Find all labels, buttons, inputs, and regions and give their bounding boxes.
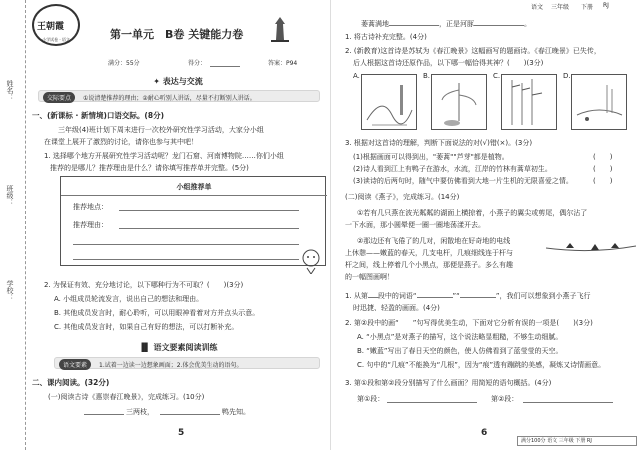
option-a-label: A. bbox=[353, 72, 360, 80]
tip-label: 交际要点 bbox=[43, 92, 75, 103]
tower-icon bbox=[268, 16, 292, 42]
q1-sub2-option-c: C. 其他成员发言时，如果自己有好的想法，可以打断补充。 bbox=[54, 323, 239, 331]
section1-star-icon: ✦ bbox=[153, 77, 163, 86]
section2-title bbox=[108, 342, 248, 353]
r-q2-option-b: B. “嫩蓝”写出了春日天空的颜色，使人仿佛看到了蓝莹莹的天空。 bbox=[357, 347, 563, 355]
word-blank-1[interactable] bbox=[417, 290, 453, 298]
r-q3-item3-paren[interactable]: ( ) bbox=[593, 177, 613, 185]
r-q3-item1-text: (1)根据画面可以得到出，"萎蒿""芦芽"都是植物。 bbox=[353, 153, 509, 161]
para-number-blank[interactable] bbox=[368, 290, 378, 298]
q1-sub2: 2. 为保证有效、充分地讨论，以下哪种行为不可取？( )(3分) bbox=[44, 281, 244, 289]
edition-tag: RJ bbox=[603, 2, 609, 9]
brand-logo bbox=[32, 4, 80, 46]
r-q1a: 1. 从第 bbox=[345, 292, 368, 300]
section2-bar-icon: ▐▌ bbox=[138, 343, 154, 352]
page-number-right: 6 bbox=[481, 428, 488, 438]
r-q3-item3 bbox=[353, 176, 633, 186]
term-tag: 下册 bbox=[581, 4, 594, 11]
poem-continuation bbox=[361, 18, 531, 29]
r-q1e: 时迅捷、轻盈的画面。(4分) bbox=[353, 304, 440, 312]
r-q3-item1-paren[interactable]: ( ) bbox=[593, 153, 613, 161]
r-q3-para2-label: 第②段： bbox=[491, 395, 519, 403]
r-q2: 2. 第②段中的画“ ”句写得优美生动，下面对它分析有误的一项是( )(3分) bbox=[345, 319, 593, 327]
section1-tip bbox=[38, 90, 320, 102]
q1-sub1-c: 推荐的是哪儿？推荐理由是什么？请你填写推荐单并完整。(5分) bbox=[50, 164, 249, 172]
option-d-image[interactable] bbox=[571, 74, 627, 130]
r-q1: 1. 将古诗补充完整。(4分) bbox=[345, 33, 427, 41]
para2-line4: 的一幅图画啊！ bbox=[345, 273, 394, 281]
score-label: 得分： bbox=[188, 60, 207, 67]
q1-sub1-a: 1. 选择哪个地方开展研究性学习活动呢？ bbox=[44, 152, 172, 160]
poem-blank-2[interactable] bbox=[160, 414, 220, 415]
para1-line2: 一下水面，那小圆晕便一圈一圈地荡漾开去。 bbox=[345, 221, 485, 229]
r-q3-para1-answer[interactable] bbox=[387, 402, 477, 403]
q1-text-line2: 在课堂上展开了激烈的讨论，请你也参与其中吧！ bbox=[44, 138, 198, 146]
r-q3-item2-paren[interactable]: ( ) bbox=[593, 165, 613, 173]
header-meta bbox=[331, 2, 639, 14]
poem-line2b: ，正是河豚 bbox=[439, 20, 474, 28]
q1-sub1-b: 龙门石窟、河南博物院……你们小组 bbox=[171, 152, 284, 160]
poem-line2a: 萎蒿满地 bbox=[361, 20, 389, 28]
section1-title-text: 表达与交流 bbox=[162, 77, 203, 86]
school-label: 学校： bbox=[6, 280, 14, 301]
place-answer-line[interactable] bbox=[119, 210, 299, 211]
page-title: 第一单元 B卷 关键能力卷 bbox=[110, 28, 244, 41]
section1-title bbox=[123, 76, 233, 87]
q1-sub1 bbox=[44, 151, 284, 161]
poem-line1a: 三两枝， bbox=[126, 408, 154, 416]
r-q1c: ”“ bbox=[452, 292, 460, 300]
binding-strip bbox=[0, 0, 26, 450]
r-q2-line2: 后人根据这首诗还原作品，以下哪一幅恰得其神？( )(3分) bbox=[353, 59, 544, 67]
r-q2-line1: 2. (新教育)这首诗是苏轼为《春江晚景》这幅画写的题画诗。《春江晚景》已失传， bbox=[345, 47, 601, 55]
q2-sub1: (一)阅读古诗《惠崇春江晚景》，完成练习。(10分) bbox=[48, 393, 205, 401]
table-row-reason-label: 推荐理由： bbox=[73, 221, 108, 229]
full-score: 满分：55分 bbox=[108, 60, 140, 67]
logo-text: 王朝霞 bbox=[37, 22, 65, 32]
r-q3-para2-answer[interactable] bbox=[523, 402, 613, 403]
r-q3-item2 bbox=[353, 164, 633, 174]
reason-answer-line1[interactable] bbox=[119, 228, 299, 229]
option-c-label: C. bbox=[493, 72, 501, 80]
poem-blank-1[interactable] bbox=[84, 414, 124, 415]
poem-blank-3[interactable] bbox=[389, 18, 439, 26]
word-blank-2[interactable] bbox=[460, 290, 496, 298]
q1-sub2-option-a: A. 小组成员轮流发言，说出自己的想法和理由。 bbox=[54, 295, 204, 303]
option-d-label: D. bbox=[563, 72, 571, 80]
r-reading-title: (二)阅读《燕子》，完成练习。(14分) bbox=[345, 193, 460, 201]
pen-mascot-icon bbox=[300, 248, 322, 274]
para2-line3: 杆之间，线上停着几个小黑点，那便是燕子。多么有趣 bbox=[345, 261, 513, 269]
logo-sub: 小学试卷 · 语文 bbox=[42, 37, 70, 42]
grade-tag: 三年级 bbox=[551, 4, 570, 11]
subject-tag: 语文 bbox=[531, 4, 544, 11]
r-q2-option-c: C. 句中的“几痕”不能换为“几根”，因为“痕”透有蹦跳的美感，凝炼又诗情画意。 bbox=[357, 361, 606, 369]
r-q3: 3. 根据对这首诗的理解，判断下面说法的对(√)错(×)。(3分) bbox=[345, 139, 533, 147]
page-number-left: 5 bbox=[178, 428, 185, 438]
reason-answer-line2[interactable] bbox=[73, 244, 299, 245]
swallow-illustration bbox=[546, 230, 636, 260]
q1-title: 一、(新课标 · 新情境)口语交际。(8分) bbox=[32, 111, 164, 120]
tip-text: ①说清楚推荐的理由；②耐心听别人讲话，尽量不打断别人讲话。 bbox=[83, 95, 256, 102]
answer-ref: 答案：P94 bbox=[268, 60, 298, 67]
score-line bbox=[210, 66, 240, 67]
r-q1-line1 bbox=[345, 290, 590, 301]
painting-options bbox=[353, 72, 633, 134]
option-b-image[interactable] bbox=[431, 74, 487, 130]
para1-line1: ①若有几只燕在波光粼粼的湖面上横掠着，小燕子的翼尖或剪尾，偶尔沾了 bbox=[357, 209, 588, 217]
table-divider bbox=[61, 195, 327, 196]
poem-blank-4[interactable] bbox=[474, 18, 524, 26]
poem-line2c: 。 bbox=[524, 20, 531, 28]
tip2-label: 语文要素 bbox=[59, 359, 91, 370]
option-b-label: B. bbox=[423, 72, 431, 80]
class-label: 班级： bbox=[6, 185, 14, 206]
r-q2-option-a: A. “小黑点”是对燕子的描写，这个说法略显粗糙，不够生动细腻。 bbox=[357, 333, 563, 341]
r-q3-item2-text: (2)诗人看到江上有鸭子在游水，水流，江岸的竹林有蒿草初生。 bbox=[353, 165, 552, 173]
tip2-text: 1.试着一边读一边想象画面；2.体会优美生动的语句。 bbox=[99, 362, 243, 369]
r-q1b: 段中的词语“ bbox=[377, 292, 417, 300]
r-q3-summary: 3. 第①段和第②段分别描写了什么画面？用简短的语句概括。(4分) bbox=[345, 379, 552, 387]
left-page bbox=[28, 0, 328, 450]
poem-line1b: 鸭先知。 bbox=[222, 408, 250, 416]
r-q3-item3-text: (3)读诗的后两句时，随气中要仿佛看到大地一片生机的无限喜爱之情。 bbox=[353, 177, 573, 185]
r-q1d: ”，我们可以想象到小燕子飞行 bbox=[495, 292, 591, 300]
section2-title-text: 语文要素阅读训练 bbox=[153, 343, 218, 352]
section2-tip bbox=[54, 357, 320, 369]
footer-badge: 满分100分 语文 三年级 下册 RJ bbox=[517, 436, 637, 446]
para2-line1: ②那边还有飞倦了的几对，闲散地在好奇地的电线 bbox=[357, 237, 511, 245]
table-title: 小组推荐单 bbox=[176, 183, 212, 191]
r-q3-para1-label: 第①段： bbox=[357, 395, 385, 403]
table-row-place-label: 推荐地点： bbox=[73, 203, 108, 211]
r-q3-item1 bbox=[353, 152, 633, 162]
q1-sub2-option-b: B. 其他成员发言时，耐心聆听，可以用眼神看着对方并点头示意。 bbox=[54, 309, 260, 317]
option-a-image[interactable] bbox=[361, 74, 417, 130]
q1-text-line1: 三年级(4)班计划下周末进行一次校外研究性学习活动，大家分小组 bbox=[58, 126, 264, 134]
name-label: 姓名： bbox=[6, 80, 14, 101]
option-c-image[interactable] bbox=[501, 74, 557, 130]
q2-title: 二、课内阅读。(32分) bbox=[32, 378, 110, 387]
reason-answer-line3[interactable] bbox=[73, 259, 299, 260]
recommend-table bbox=[60, 176, 326, 266]
para2-line2: 上休憩——嫩蓝的春天，几支电杆，几痕细线连于杆与 bbox=[345, 249, 513, 257]
right-page bbox=[330, 0, 639, 450]
